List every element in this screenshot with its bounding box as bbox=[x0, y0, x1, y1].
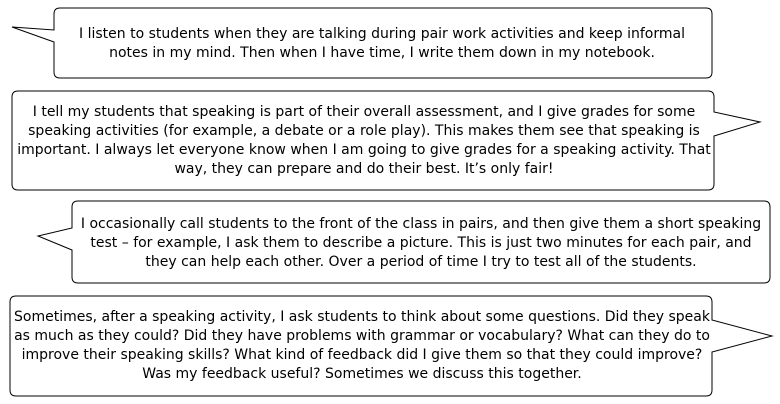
quote-4-text: Sometimes, after a speaking activity, I ask students to think about some questions. Did they speak as much as they could? Did they have problems with grammar or vocabulary? What can they do to improve their speaking skills? What kind of feedback did I give them so that they could improve? Was my feedback useful? Sometimes we discuss this together. bbox=[14, 309, 710, 382]
quote-4 bbox=[12, 298, 712, 394]
quote-2 bbox=[14, 93, 714, 189]
quote-3 bbox=[74, 203, 768, 283]
quote-2-text: I tell my students that speaking is part of their overall assessment, and I give grades for some speaking activities (for example, a debate or a role play). This makes them see that speaking is important. I always let everyone know when I am going to give grades for a speaking activity. That way, they can prepare and do their best. It’s only fair! bbox=[17, 104, 711, 177]
quote-1-text: I listen to students when they are talking during pair work activities and keep informal notes in my mind. Then when I have time, I write them down in my notebook. bbox=[79, 26, 685, 61]
quote-3-text: I occasionally call students to the front of the class in pairs, and then give them a short speaking test – for example, I ask them to describe a picture. This is just two minutes for each pair, and they can help each other. Over a period of time I try to test all of the students. bbox=[80, 215, 762, 270]
quote-1 bbox=[58, 10, 706, 78]
